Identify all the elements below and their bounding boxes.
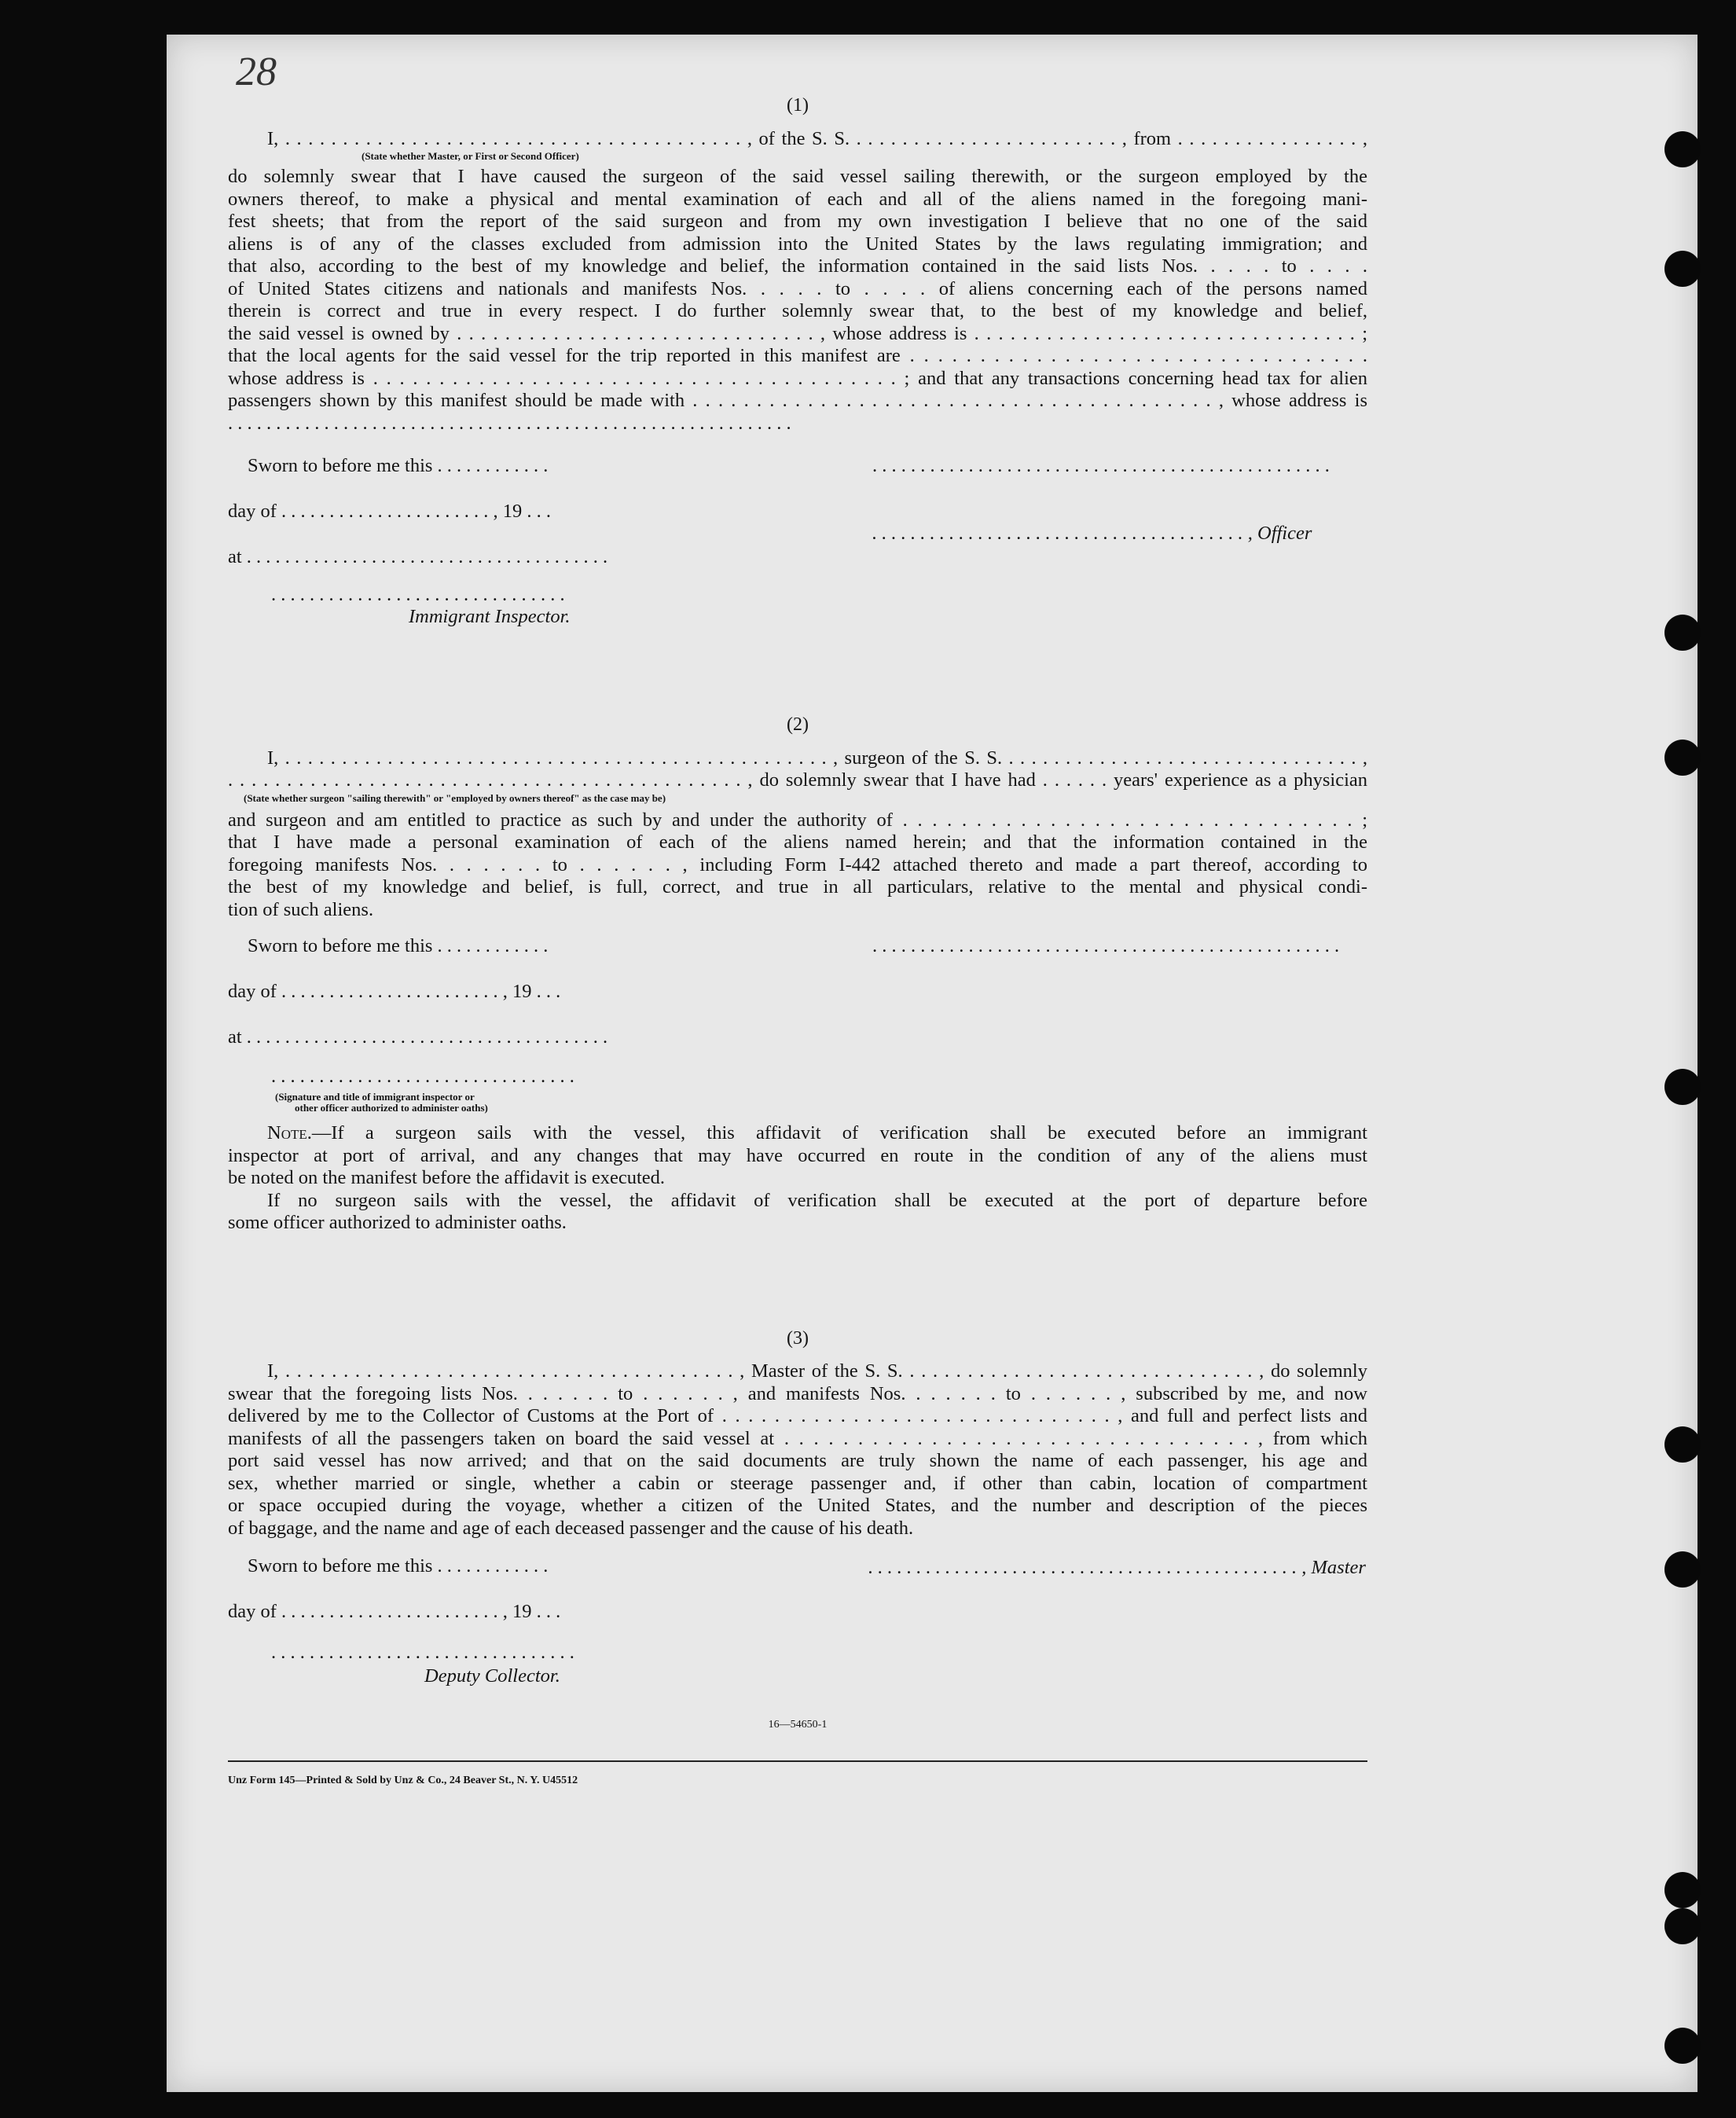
s2-at-label: at . . . . . . . . . . . . . . . . . . . . . . . . . . . . . . . . . . . . . .	[228, 1026, 608, 1048]
punch-hole	[1664, 615, 1701, 651]
s1-text-line: fest sheets; that from the report of the said surgeon and from my own investigation I believe that no one of the said	[228, 211, 1367, 232]
s2-sworn-row	[228, 931, 1367, 976]
s1-line1: I, . . . . . . . . . . . . . . . . . . . . . . . . . . . . . . . . . . . . . . . . , of the S. S. . . . . . . . . . . . . . . . . . . . . . . . , from . . . . . . . . . . . . . . . . ,	[267, 127, 1367, 149]
s1-text-line: aliens is of any of the classes excluded from admission into the United States by the laws regulating immigration; and	[228, 233, 1367, 255]
s3-sworn-label: Sworn to before me this . . . . . . . . . . . .	[248, 1555, 549, 1577]
s2-note-text: some officer authorized to administer oaths.	[228, 1212, 567, 1233]
s2-note-text: be noted on the manifest before the affidavit is executed.	[228, 1167, 666, 1188]
s2-text-line: tion of such aliens.	[228, 898, 374, 920]
s1-text-line: the said vessel is owned by . . . . . . . . . . . . . . . . . . . . . . . . . . . . . . , whose address is . . . . . . . . . . . . . . . . . . . . . . . . . . . . . . . . ;	[228, 322, 1367, 344]
s3-text-line: or space occupied during the voyage, whether a citizen of the United States, and the number and description of the pieces	[228, 1495, 1367, 1516]
s2-signature-dots: . . . . . . . . . . . . . . . . . . . . . . . . . . . . . . . .	[271, 1066, 574, 1087]
s3-collector-line: . . . . . . . . . . . . . . . . . . . . . . . . . . . . . . . .	[271, 1642, 574, 1663]
s1-sworn-row	[228, 450, 1367, 496]
s2-signature-block	[228, 1067, 1367, 1116]
s2-note-heading: Note.	[267, 1122, 312, 1143]
s1-text-line: that the local agents for the said vessel for the trip reported in this manifest are . . . . . . . . . . . . . . . . . . . . . . . . . . . . . . . . .	[228, 345, 1367, 366]
s1-text-line: owners thereof, to make a physical and mental examination of each and all of the aliens named in the foregoing mani-	[228, 188, 1367, 210]
s2-line1: I, . . . . . . . . . . . . . . . . . . . . . . . . . . . . . . . . . . . . . . . . . . . . . . . . , surgeon of the S. S. . . . . . . . . . . . . . . . . . . . . . . . . . . . . . . . ,	[267, 747, 1367, 769]
s1-sworn-label: Sworn to before me this . . . . . . . . . . . .	[248, 455, 549, 476]
s1-text-line: . . . . . . . . . . . . . . . . . . . . . . . . . . . . . . . . . . . . . . . . . . . . . . . . . . . . . . . . . . .	[228, 412, 791, 434]
s1-inspector-line: . . . . . . . . . . . . . . . . . . . . . . . . . . . . . . .	[271, 584, 565, 605]
s2-note-line	[228, 1122, 1367, 1145]
s3-collector-label: Deputy Collector.	[424, 1665, 560, 1687]
s2-signature-note-1: (Signature and title of immigrant inspector or	[275, 1091, 475, 1103]
s2-signature-line: . . . . . . . . . . . . . . . . . . . . . . . . . . . . . . . . . . . . . . . . . . . . . . . . .	[872, 935, 1340, 956]
punch-hole	[1664, 251, 1701, 287]
s2-text-line: that I have made a personal examination of each of the aliens named herein; and that the information contained in the	[228, 831, 1367, 853]
s1-text-line: that also, according to the best of my knowledge and belief, the information contained in the said lists Nos. . . . . to . . . .	[228, 255, 1367, 277]
punch-hole	[1664, 1908, 1701, 1944]
s3-text-line: port said vessel has now arrived; and that on the said documents are truly shown the name of each passenger, his age and	[228, 1450, 1367, 1471]
s3-master-line: . . . . . . . . . . . . . . . . . . . . . . . . . . . . . . . . . . . . . . . . . . . . . , Master	[868, 1557, 1366, 1578]
s1-text-line: whose address is . . . . . . . . . . . . . . . . . . . . . . . . . . . . . . . . . . . . . . . . ; and that any transactions concerning head tax for alien	[228, 367, 1367, 389]
s1-text-line: of United States citizens and nationals and manifests Nos. . . . . to . . . . of aliens concerning each of the persons named	[228, 277, 1367, 299]
s1-day-row	[228, 496, 1367, 544]
s2-text-line: the best of my knowledge and belief, is full, correct, and true in all particulars, relative to the mental and physical condi-	[228, 876, 1367, 897]
s3-text-line: I, . . . . . . . . . . . . . . . . . . . . . . . . . . . . . . . . . . . . . . . , Master of the S. S. . . . . . . . . . . . . . . . . . . . . . . . . . . . . . . , do solemnly	[267, 1360, 1367, 1382]
s1-inspector-row	[228, 584, 1367, 639]
s2-note-text: If no surgeon sails with the vessel, the affidavit of verification shall be executed at the port of departure before	[267, 1189, 1367, 1211]
s2-day-label: day of . . . . . . . . . . . . . . . . . . . . . . . , 19 . . .	[228, 981, 561, 1002]
form-content	[228, 94, 1367, 1792]
s2-note: (State whether surgeon "sailing therewith" or "employed by owners thereof" as the case may be)	[244, 791, 666, 804]
s2-note-text: inspector at port of arrival, and any changes that may have occurred en route in the condition of any of the aliens must	[228, 1144, 1367, 1166]
s3-text-line: delivered by me to the Collector of Customs at the Port of . . . . . . . . . . . . . . . . . . . . . . . . . . . . . . , and full and perfect lists and	[228, 1405, 1367, 1426]
s1-officer-line: . . . . . . . . . . . . . . . . . . . . . . . . . . . . . . . . . . . . . . . , Officer	[872, 523, 1312, 544]
s1-day-label: day of . . . . . . . . . . . . . . . . . . . . . . , 19 . . .	[228, 501, 552, 522]
s1-text-line: passengers shown by this manifest should be made with . . . . . . . . . . . . . . . . . . . . . . . . . . . . . . . . . . . . . . . . . , whose address is	[228, 390, 1367, 411]
s3-collector-row	[228, 1642, 1367, 1697]
s3-day-row	[228, 1596, 1367, 1642]
handwritten-corner-mark: 28	[236, 50, 277, 94]
punch-hole	[1664, 1872, 1701, 1908]
s1-note: (State whether Master, or First or Second Officer)	[362, 150, 579, 162]
punch-hole	[1664, 1426, 1701, 1463]
section-1-number: (1)	[787, 95, 809, 116]
s2-line2: . . . . . . . . . . . . . . . . . . . . . . . . . . . . . . . . . . . . . . . . . . . . , do solemnly swear that I have had . . . . . . years' experience as a physician	[228, 769, 1367, 791]
s2-signature-note-2: other officer authorized to administer oaths)	[295, 1102, 488, 1114]
s1-text-line: do solemnly swear that I have caused the surgeon of the said vessel sailing therewith, or the surgeon employed by the	[228, 166, 1367, 187]
punch-hole	[1664, 1551, 1701, 1588]
s3-text-line: manifests of all the passengers taken on board the said vessel at . . . . . . . . . . . . . . . . . . . . . . . . . . . . . . . . , from which	[228, 1427, 1367, 1449]
s2-note-block	[228, 1122, 1367, 1235]
s1-paragraph	[228, 166, 1367, 435]
s2-note-text: —If a surgeon sails with the vessel, this affidavit of verification shall be executed before an immigrant	[311, 1122, 1367, 1143]
punch-hole	[1664, 1069, 1701, 1105]
section-3-number: (3)	[787, 1327, 809, 1349]
s1-text-line: therein is correct and true in every respect. I do further solemnly swear that, to the best of my knowledge and belief,	[228, 300, 1367, 321]
s2-text-line: and surgeon and am entitled to practice as such by and under the authority of . . . . . . . . . . . . . . . . . . . . . . . . . . . . . . . ;	[228, 809, 1367, 831]
s1-signature-line: . . . . . . . . . . . . . . . . . . . . . . . . . . . . . . . . . . . . . . . . . . . . . . . .	[872, 455, 1330, 476]
punch-hole	[1664, 2028, 1701, 2064]
section-2-number: (2)	[787, 714, 809, 735]
s3-text-line: swear that the foregoing lists Nos. . . . . . . to . . . . . . , and manifests Nos. . . . . . . to . . . . . . , subscribed by me, and now	[228, 1382, 1367, 1404]
form-number: 16—54650-1	[768, 1719, 828, 1731]
s2-at-row	[228, 1022, 1367, 1067]
s3-text-line: sex, whether married or single, whether a cabin or steerage passenger and, if other than cabin, location of compartment	[228, 1472, 1367, 1494]
s3-text-line: of baggage, and the name and age of each deceased passenger and the cause of his death.	[228, 1517, 914, 1539]
s2-text-line: foregoing manifests Nos. . . . . . . to . . . . . . , including Form I-442 attached thereto and made a part thereof, according to	[228, 853, 1367, 875]
s3-day-label: day of . . . . . . . . . . . . . . . . . . . . . . . , 19 . . .	[228, 1601, 561, 1622]
s3-paragraph	[228, 1360, 1367, 1540]
s1-inspector-label: Immigrant Inspector.	[409, 606, 571, 627]
punch-hole	[1664, 740, 1701, 776]
s2-sworn-label: Sworn to before me this . . . . . . . . . . . .	[248, 935, 549, 956]
printer-footer: Unz Form 145—Printed & Sold by Unz & Co., 24 Beaver St., N. Y. U45512	[228, 1774, 578, 1786]
s2-day-row	[228, 976, 1367, 1022]
s3-sworn-row	[228, 1551, 1367, 1596]
s2-paragraph	[228, 809, 1367, 922]
s1-at-label: at . . . . . . . . . . . . . . . . . . . . . . . . . . . . . . . . . . . . . .	[228, 546, 608, 567]
punch-hole	[1664, 131, 1701, 167]
s1-at-row	[228, 541, 1367, 587]
